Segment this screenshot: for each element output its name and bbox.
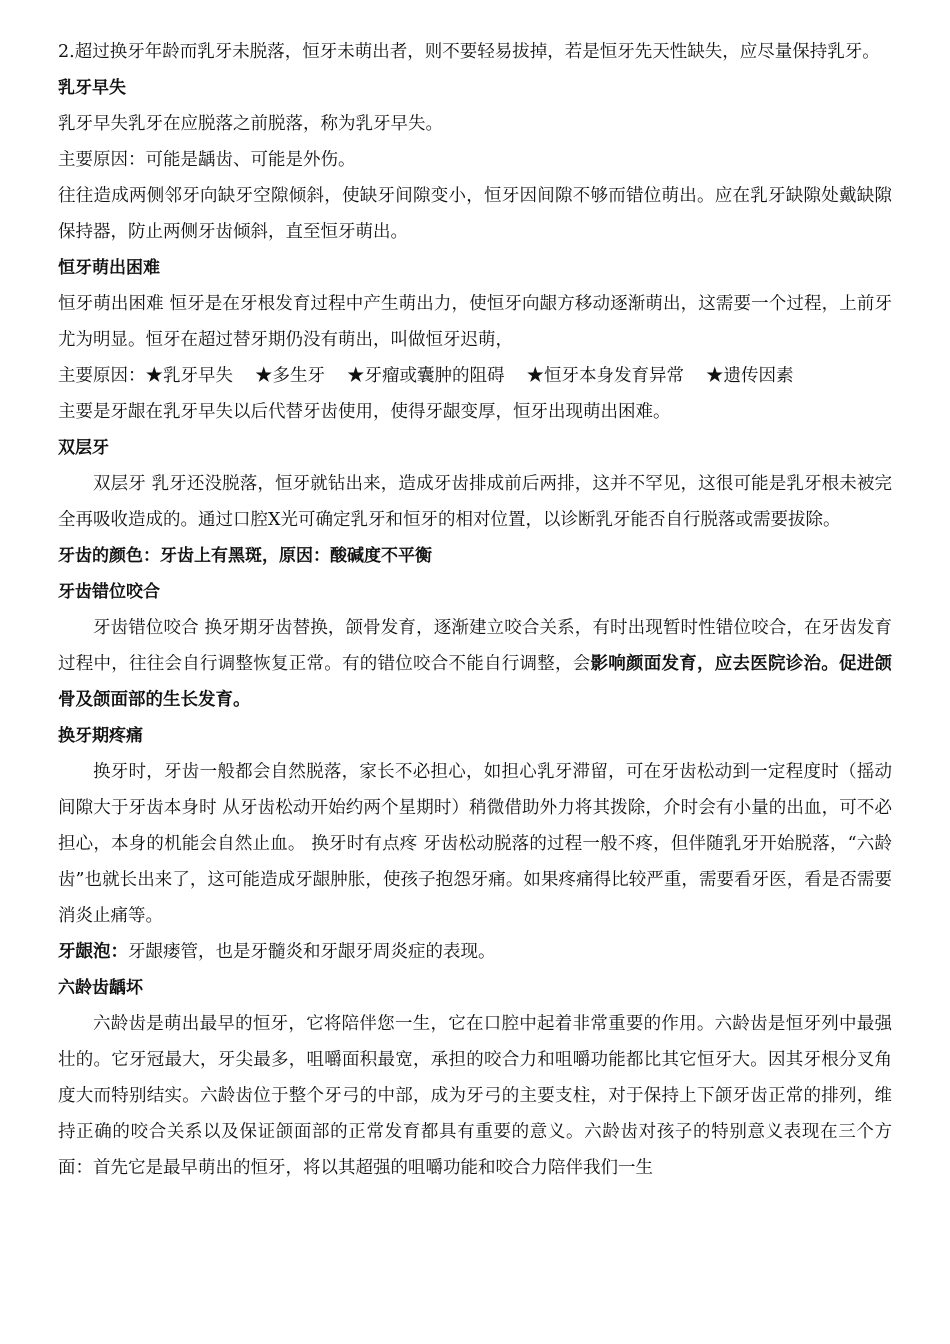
heading-eruption-difficulty: 恒牙萌出困难 — [58, 258, 160, 278]
paragraph-eruption-gum: 主要是牙龈在乳牙早失以后代替牙齿使用，使得牙龈变厚，恒牙出现萌出困难。 — [58, 402, 671, 422]
paragraph-premature-loss-definition: 乳牙早失乳牙在应脱落之前脱落，称为乳牙早失。 — [58, 114, 443, 134]
cause-item: ★恒牙本身发育异常 — [526, 366, 684, 386]
paragraph-premature-loss-effects: 往往造成两侧邻牙向缺牙空隙倾斜，使缺牙间隙变小，恒牙因间隙不够而错位萌出。应在乳牙缺隙处戴缺隙保持器，防止两侧牙齿倾斜，直至恒牙萌出。 — [58, 186, 892, 242]
paragraph-double-row-teeth: 双层牙 乳牙还没脱落，恒牙就钻出来，造成牙齿排成前后两排，这并不罕见，这很可能是乳牙根未被完全再吸收造成的。通过口腔X光可确定乳牙和恒牙的相对位置，以诊断乳牙能否自行脱落或需要拔除。 — [58, 474, 892, 530]
paragraph-first-molar: 六龄齿是萌出最早的恒牙，它将陪伴您一生，它在口腔中起着非常重要的作用。六龄齿是恒牙列中最强壮的。它牙冠最大，牙尖最多，咀嚼面积最宽，承担的咬合力和咀嚼功能都比其它恒牙大。因其牙根分叉角度大而特别结实。六龄齿位于整个牙弓的中部，成为牙弓的主要支柱，对于保持上下颌牙齿正常的排列，维持正确的咬合关系以及保证颌面部的正常发育都具有重要的意义。六龄齿对孩子的特别意义表现在三个方面：首先它是最早萌出的恒牙，将以其超强的咀嚼功能和咬合力陪伴我们一生 — [58, 1014, 892, 1178]
heading-malocclusion: 牙齿错位咬合 — [58, 582, 160, 602]
heading-premature-loss: 乳牙早失 — [58, 78, 126, 98]
heading-first-molar-caries: 六龄齿龋坏 — [58, 978, 143, 998]
cause-item: ★牙瘤或囊肿的阻碍 — [347, 366, 505, 386]
heading-double-row-teeth: 双层牙 — [58, 438, 109, 458]
paragraph-retained-primary-teeth: 2.超过换牙年龄而乳牙未脱落，恒牙未萌出者，则不要轻易拔掉，若是恒牙先天性缺失，应尽量保持乳牙。 — [58, 42, 880, 62]
paragraph-malocclusion — [58, 610, 892, 718]
eruption-causes-label: 主要原因： — [58, 366, 146, 386]
malocclusion-text: 牙齿错位咬合 换牙期牙齿替换，颌骨发育，逐渐建立咬合关系，有时出现暂时性错位咬合，在牙齿发育过程中，往往会自行调整恢复正常。有的错位咬合不能自行调整，会 — [58, 618, 892, 674]
paragraph-teething-pain: 换牙时，牙齿一般都会自然脱落，家长不必担心，如担心乳牙滞留，可在牙齿松动到一定程度时（摇动间隙大于牙齿本身时 从牙齿松动开始约两个星期时）稍微借助外力将其拨除，介时会有小量的出血，可不必担心，本身的机能会自然止血。 换牙时有点疼 牙齿松动脱落的过程一般不疼，但伴随乳牙开始脱落，“六龄齿”也就长出来了，这可能造成牙龈肿胀，使孩子抱怨牙痛。如果疼痛得比较严重，需要看牙医，看是否需要消炎止痛等。 — [58, 762, 892, 926]
malocclusion-emphasis: 影响颜面发育，应去医院诊治。促进颌骨及颌面部的生长发育。 — [58, 654, 892, 710]
paragraph-premature-loss-causes: 主要原因：可能是龋齿、可能是外伤。 — [58, 150, 356, 170]
cause-item: ★遗传因素 — [706, 366, 794, 386]
paragraph-eruption-difficulty: 恒牙萌出困难 恒牙是在牙根发育过程中产生萌出力，使恒牙向龈方移动逐渐萌出，这需要一个过程，上前牙尤为明显。恒牙在超过替牙期仍没有萌出，叫做恒牙迟萌， — [58, 294, 892, 350]
cause-item: ★乳牙早失 — [145, 366, 233, 386]
eruption-causes-list — [58, 358, 892, 394]
cause-item: ★多生牙 — [255, 366, 325, 386]
heading-tooth-color: 牙齿的颜色：牙齿上有黑斑，原因：酸碱度不平衡 — [58, 546, 432, 566]
gum-bubble-label: 牙龈泡： — [58, 942, 128, 962]
gum-bubble-text: 牙龈瘘管，也是牙髓炎和牙龈牙周炎症的表现。 — [128, 942, 496, 962]
heading-teething-pain: 换牙期疼痛 — [58, 726, 143, 746]
paragraph-gum-bubble — [58, 934, 892, 970]
